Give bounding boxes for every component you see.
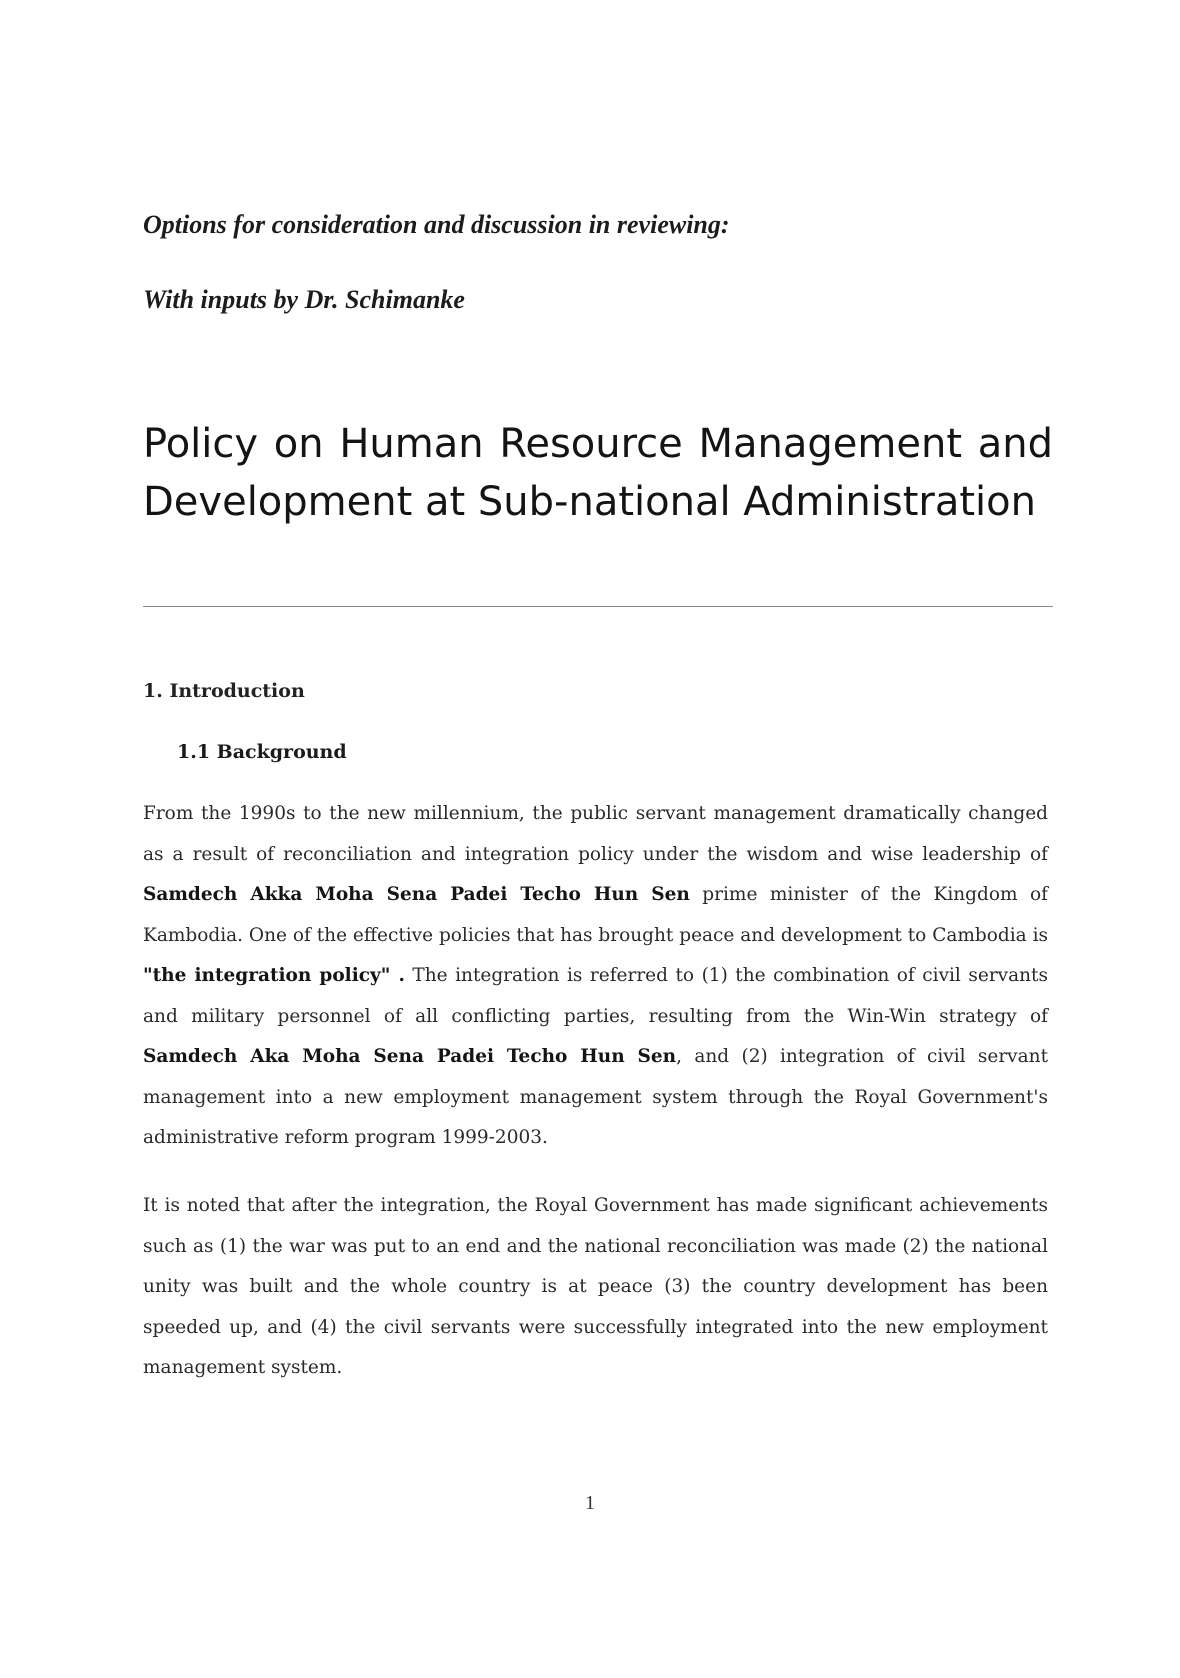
paragraph-text: , and (2) integration of civil servant management into a new employment management system through the Royal Government's administrative reform program 1999-2003.	[143, 1046, 1048, 1148]
subsection-heading-background: 1.1 Background	[177, 741, 347, 763]
bold-name: Samdech Aka Moha Sena Padei Techo Hun Sen	[143, 1046, 677, 1067]
page-number: 1	[585, 1492, 595, 1514]
background-paragraph-1	[143, 794, 1048, 1159]
section-heading-introduction: 1. Introduction	[143, 680, 305, 702]
bold-policy-name: "the integration policy" .	[143, 965, 405, 986]
inputs-heading: With inputs by Dr. Schimanke	[143, 285, 465, 314]
background-paragraph-2: It is noted that after the integration, the Royal Government has made significant achievements such as (1) the war was put to an end and the national reconciliation was made (2) the national unity was built and the whole country is at peace (3) the country development has been speeded up, and (4) the civil servants were successfully integrated into the new employment management system.	[143, 1195, 1048, 1378]
bold-name: Samdech Akka Moha Sena Padei Techo Hun Sen	[143, 884, 690, 905]
title-underline	[143, 606, 1053, 607]
document-title: Policy on Human Resource Management and Development at Sub-national Administration	[143, 421, 1053, 525]
paragraph-text: The integration is referred to (1) the combination of civil servants and military personnel of all conflicting parties, resulting from the Win-Win strategy of	[143, 965, 1048, 1027]
paragraph-text: prime minister of the Kingdom of Kambodia. One of the effective policies that has brought peace and development to Cambodia is	[143, 884, 1048, 946]
options-heading: Options for consideration and discussion in reviewing:	[143, 210, 730, 239]
paragraph-text: From the 1990s to the new millennium, the public servant management dramatically changed as a result of reconciliation and integration policy under the wisdom and wise leadership of	[143, 803, 1048, 865]
